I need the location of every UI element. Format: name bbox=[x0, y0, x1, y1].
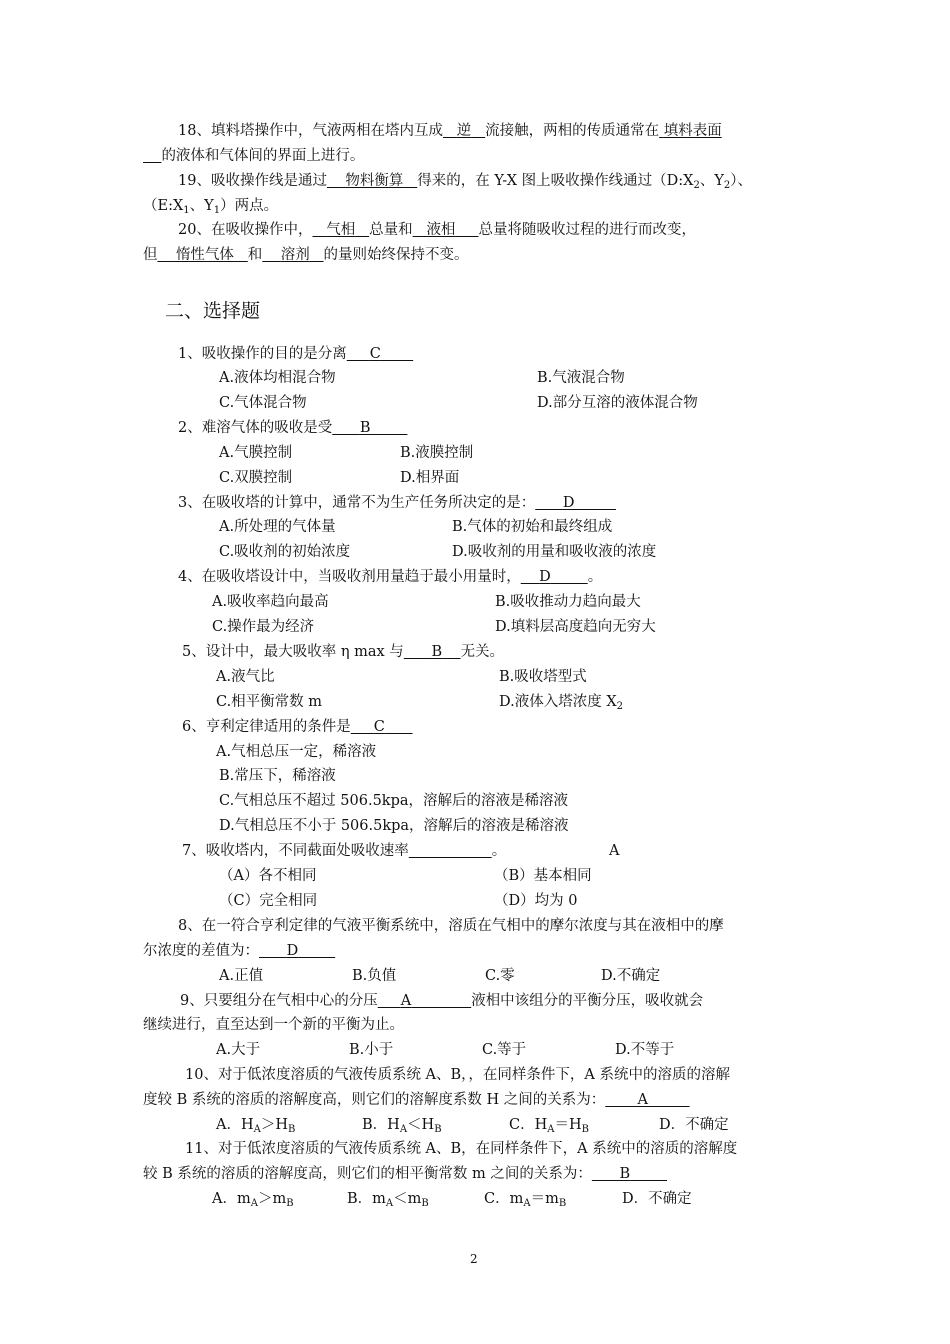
option-d: D.相界面 bbox=[400, 470, 460, 486]
fill-q19-line2: （$E:X_1$、$Y_1$）两点。 bbox=[143, 198, 279, 216]
option-d: D．不确定 bbox=[622, 1191, 692, 1207]
option-d: D.不等于 bbox=[615, 1042, 675, 1058]
choice-q4-stem: 4、在吸收塔设计中，当吸收剂用量趋于最小用量时， D 。 bbox=[178, 569, 603, 585]
choice-q8-stem-line2: 尔浓度的差值为： D bbox=[143, 941, 335, 961]
text: 18、填料塔操作中，气液两相在塔内互成 bbox=[178, 123, 443, 139]
answer-blank: 气相 bbox=[326, 222, 356, 238]
choice-q6-stem: 6、亨利定律适用的条件是 C bbox=[182, 717, 413, 737]
section-title: 二、选择题 bbox=[165, 300, 261, 322]
option-d: D.不确定 bbox=[601, 968, 661, 984]
option-b: B.负值 bbox=[352, 968, 397, 984]
choice-q5-stem: 5、设计中，最大吸收率 η max 与 B 无关。 bbox=[182, 644, 505, 660]
option-a: A.吸收率趋向最高 bbox=[212, 594, 329, 610]
choice-q8-stem-line1: 8、在一符合亨利定律的气液平衡系统中，溶质在气相中的摩尔浓度与其在液相中的摩 bbox=[178, 918, 724, 934]
option-a: A.气膜控制 bbox=[219, 445, 293, 461]
fill-q18-line2 bbox=[143, 146, 364, 166]
option-a: A.液体均相混合物 bbox=[219, 370, 336, 386]
option-c: C.相平衡常数 m bbox=[216, 694, 323, 710]
option-c: C.气相总压不超过 506.5kpa，溶解后的溶液是稀溶液 bbox=[219, 793, 569, 809]
option-d: D.气相总压不小于 506.5kpa，溶解后的溶液是稀溶液 bbox=[219, 818, 569, 834]
fill-q20-line2: 但 惰性气体 和 溶剂 的量则始终保持不变。 bbox=[143, 247, 469, 263]
answer-blank: C bbox=[369, 346, 381, 362]
option-c: C.等于 bbox=[482, 1042, 527, 1058]
text: 的液体和气体间的界面上进行。 bbox=[161, 148, 365, 164]
option-a: A.正值 bbox=[219, 968, 264, 984]
choice-q11-stem-line2: 较 B 系统的溶质的溶解度高，则它们的相平衡常数 m 之间的关系为： B bbox=[143, 1164, 667, 1184]
option-b: B.吸收塔型式 bbox=[499, 669, 587, 685]
option-c: C.双膜控制 bbox=[219, 470, 293, 486]
choice-q1-stem: 1、吸收操作的目的是分离 C bbox=[178, 344, 413, 364]
answer-blank: 物料衡算 bbox=[345, 173, 404, 189]
option-b: B.气体的初始和最终组成 bbox=[452, 519, 613, 535]
option-d: D.填料层高度趋向无穷大 bbox=[495, 619, 656, 635]
answer-blank: 逆 bbox=[456, 123, 472, 139]
option-a: （A）各不相同 bbox=[219, 868, 317, 884]
option-c: C.吸收剂的初始浓度 bbox=[219, 544, 351, 560]
option-d: （D）均为 0 bbox=[494, 893, 578, 909]
choice-q10-stem-line1: 10、对于低浓度溶质的气液传质系统 A、B，，在同样条件下，A 系统中的溶质的溶解 bbox=[185, 1067, 731, 1083]
option-d: D．不确定 bbox=[659, 1117, 729, 1133]
option-a: A.大于 bbox=[216, 1042, 261, 1058]
option-b: B.小于 bbox=[349, 1042, 394, 1058]
answer-blank: D bbox=[286, 943, 299, 959]
option-d: D.吸收剂的用量和吸收液的浓度 bbox=[452, 544, 657, 560]
choice-q3-stem: 3、在吸收塔的计算中，通常不为生产任务所决定的是： D bbox=[178, 493, 616, 513]
option-a: A.液气比 bbox=[216, 669, 275, 685]
option-d: D.液体入塔浓度 $X_2$ bbox=[499, 694, 624, 712]
choice-q11-stem-line1: 11、对于低浓度溶质的气液传质系统 A、B，在同样条件下，A 系统中的溶质的溶解度 bbox=[185, 1141, 738, 1157]
answer-blank: 惰性气体 bbox=[175, 247, 234, 263]
option-a: A.气相总压一定，稀溶液 bbox=[216, 744, 377, 760]
option-a: A．$H_A>H_B$ bbox=[216, 1117, 296, 1135]
answer-blank: D bbox=[539, 569, 551, 585]
choice-q10-stem-line2: 度较 B 系统的溶质的溶解度高，则它们的溶解度系数 H 之间的关系为： A bbox=[143, 1090, 689, 1110]
choice-q2-stem: 2、难溶气体的吸收是受 B bbox=[178, 418, 407, 438]
option-b: B．$m_A<m_B$ bbox=[347, 1191, 429, 1209]
choice-q9-stem-line1: 9、只要组分在气相中心的分压 A 液相中该组分的平衡分压，吸收就会 bbox=[180, 993, 704, 1009]
answer-blank: 填料表面 bbox=[663, 123, 722, 139]
answer-blank: A bbox=[637, 1092, 648, 1108]
option-b: B．$H_A<H_B$ bbox=[362, 1117, 442, 1135]
option-b: B.气液混合物 bbox=[537, 370, 625, 386]
answer-blank: B bbox=[359, 420, 371, 436]
answer-blank: D bbox=[562, 495, 575, 511]
option-c: （C）完全相同 bbox=[219, 893, 318, 909]
choice-q7-stem: 7、吸收塔内，不同截面处吸收速率 。 bbox=[182, 843, 507, 859]
fill-q20-line1: 20、在吸收操作中， 气相 总量和 液相 总量将随吸收过程的进行而改变， bbox=[178, 222, 696, 238]
answer-blank: B bbox=[619, 1166, 631, 1182]
answer-blank: 溶剂 bbox=[280, 247, 310, 263]
option-d: D.部分互溶的液体混合物 bbox=[537, 395, 698, 411]
option-c: C.零 bbox=[485, 968, 515, 984]
choice-q9-stem-line2: 继续进行，直至达到一个新的平衡为止。 bbox=[143, 1017, 404, 1033]
option-c: C.气体混合物 bbox=[219, 395, 307, 411]
fill-q19-line1: 19、吸收操作线是通过 物料衡算 得来的，在 Y-X 图上吸收操作线通过（$D:X_2$、$Y_2$）、 bbox=[178, 173, 753, 191]
option-a: A．$m_A>m_B$ bbox=[212, 1191, 294, 1209]
fill-q18-line1 bbox=[178, 121, 722, 141]
answer-blank: 液相 bbox=[426, 222, 456, 238]
option-c: C.操作最为经济 bbox=[212, 619, 315, 635]
option-b: B.液膜控制 bbox=[400, 445, 474, 461]
option-a: A.所处理的气体量 bbox=[219, 519, 336, 535]
option-c: C．$m_A=m_B$ bbox=[484, 1191, 567, 1209]
option-b: B.吸收推动力趋向最大 bbox=[495, 594, 641, 610]
answer-blank: C bbox=[373, 719, 385, 735]
text: 流接触，两相的传质通常在 bbox=[485, 123, 660, 139]
answer-blank: A bbox=[400, 993, 412, 1009]
answer-text: A bbox=[609, 843, 620, 859]
page-number: 2 bbox=[470, 1252, 478, 1266]
option-b: （B）基本相同 bbox=[494, 868, 592, 884]
answer-blank bbox=[409, 843, 492, 859]
option-c: C．$H_A=H_B$ bbox=[509, 1117, 589, 1135]
answer-blank bbox=[143, 148, 161, 164]
answer-blank: B bbox=[431, 644, 443, 660]
option-b: B.常压下，稀溶液 bbox=[219, 768, 336, 784]
